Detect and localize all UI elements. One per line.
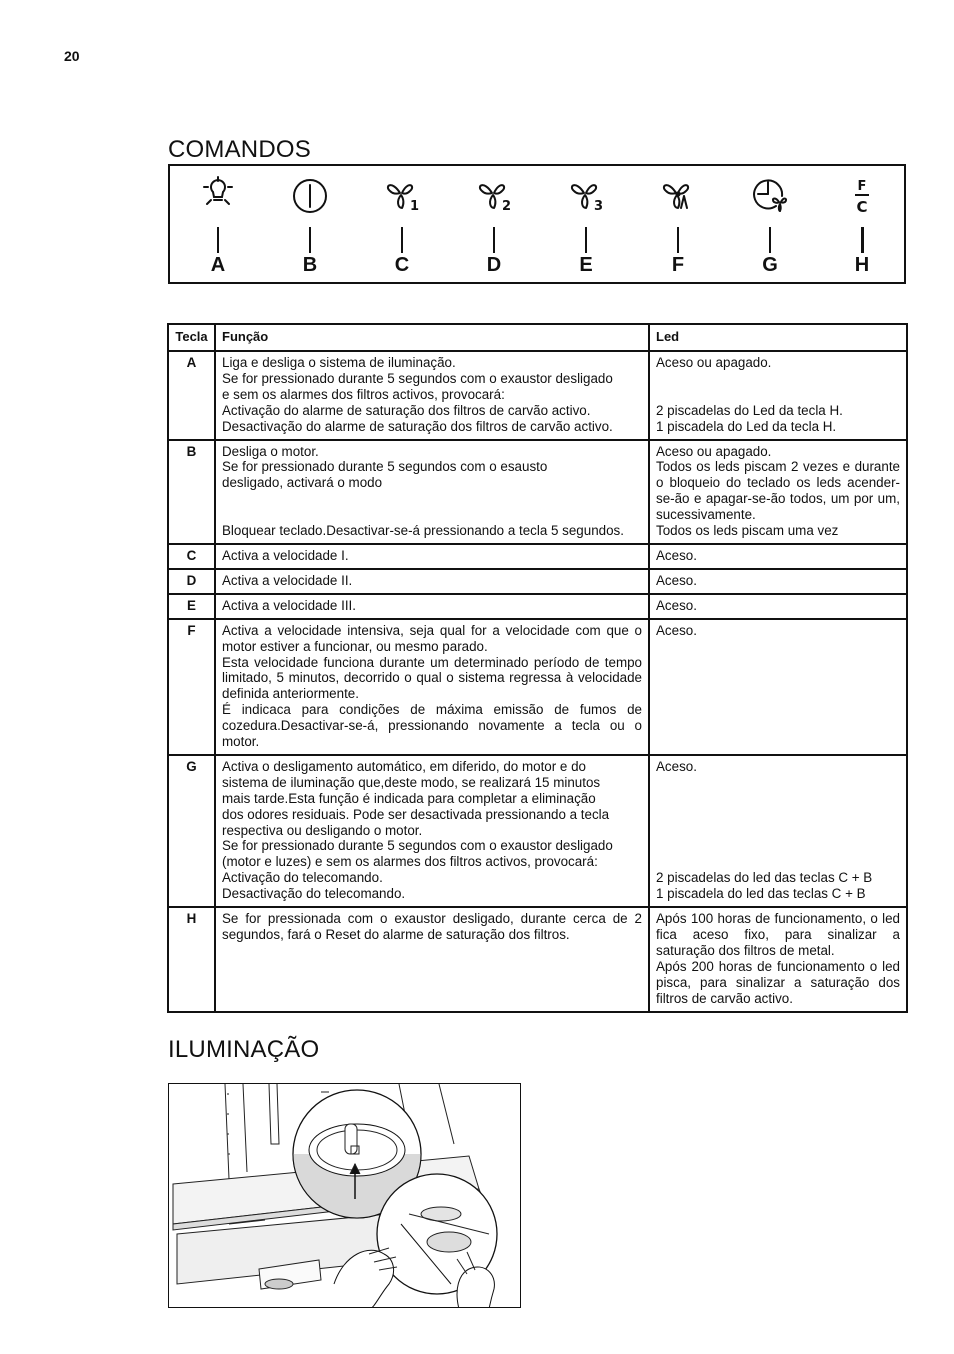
function-text: e sem os alarmes dos filtros activos, provocará: [222, 386, 505, 402]
row-function [215, 351, 649, 440]
function-text: Desactivação do alarme de saturação dos filtros de carvão activo. [222, 418, 613, 434]
function-text: (motor e luzes) e sem os alarmes dos filtros activos, provocará: [222, 854, 598, 870]
control-key-b [270, 166, 350, 282]
table-row [168, 619, 907, 755]
header-function: Função [215, 324, 649, 351]
control-key-h [822, 166, 902, 282]
row-key: C [168, 544, 215, 569]
fan-speed-2-icon [470, 174, 518, 222]
table-row [168, 351, 907, 440]
control-key-c [362, 166, 442, 282]
function-text: Desactivação do telecomando. [222, 886, 406, 902]
table-row [168, 544, 907, 569]
function-text: Se for pressionado durante 5 segundos com o exaustor desligado [222, 838, 613, 854]
key-letter: E [579, 254, 593, 276]
table-row [168, 569, 907, 594]
row-led: Aceso. [649, 544, 907, 569]
function-text: É indicaca para condições de máxima emissão de fumos de cozedura.Desactivar-se-á, pressionando novamente a tecla ou o motor. [222, 702, 642, 750]
control-key-a [178, 166, 258, 282]
key-tick [493, 227, 495, 253]
lighting-illustration [168, 1083, 521, 1308]
controls-panel [168, 164, 906, 284]
key-letter: F [671, 254, 685, 276]
row-function [215, 619, 649, 755]
row-function: Activa a velocidade III. [215, 594, 649, 619]
power-icon [286, 174, 334, 222]
table-row [168, 755, 907, 907]
led-text: Aceso ou apagado. [656, 355, 772, 370]
row-key: E [168, 594, 215, 619]
key-tick [861, 227, 864, 253]
key-tick [309, 227, 311, 253]
led-text: Todos os leds piscam uma vez [656, 523, 839, 539]
function-text: sistema de iluminação que,deste modo, se realizará 15 minutos [222, 774, 601, 790]
row-function: Activa a velocidade II. [215, 569, 649, 594]
row-led [649, 440, 907, 544]
key-tick [769, 227, 771, 253]
function-text: respectiva ou desligando o motor. [222, 822, 423, 838]
svg-text:F: F [857, 179, 867, 194]
light-bulb-icon [194, 174, 242, 222]
table-row [168, 440, 907, 544]
function-text: Activação do alarme de saturação dos filtros de carvão activo. [222, 402, 591, 418]
svg-text:1: 1 [410, 199, 420, 214]
function-text: dos odores residuais. Pode ser desactivada pressionando a tecla [222, 806, 610, 822]
row-led [649, 907, 907, 1011]
key-letter: D [486, 254, 502, 276]
row-function: Activa a velocidade I. [215, 544, 649, 569]
function-text: Bloquear teclado.Desactivar-se-á pressionando a tecla 5 segundos. [222, 523, 624, 539]
section-title-comandos: COMANDOS [168, 136, 311, 163]
control-key-e [546, 166, 626, 282]
function-text: Activa o desligamento automático, em diferido, do motor e do [222, 758, 586, 774]
row-function [215, 907, 649, 1011]
row-key: F [168, 619, 215, 755]
row-key: G [168, 755, 215, 907]
function-text: Desliga o motor. [222, 443, 319, 459]
fan-intensive-icon [654, 174, 702, 222]
led-text: Todos os leds piscam 2 vezes e durante o bloqueio do teclado os leds acender-se-ão e apagar-se-ão todos, um por um, sucessivamente. [656, 459, 900, 523]
svg-text:3: 3 [594, 199, 604, 214]
hood-lamp-replacement-drawing [169, 1084, 521, 1308]
page-number: 20 [64, 48, 80, 64]
row-led: Aceso. [649, 569, 907, 594]
led-text: 2 piscadelas do led das teclas C + B [656, 870, 873, 886]
header-led: Led [649, 324, 907, 351]
row-led [649, 755, 907, 907]
function-text: Esta velocidade funciona durante um determinado período de tempo limitado, 5 minutos, decorrido o qual o sistema regressa à velocidade definida anteriormente. [222, 654, 642, 702]
function-text: Liga e desliga o sistema de iluminação. [222, 355, 456, 370]
row-led: Aceso. [649, 619, 907, 755]
key-tick [585, 227, 587, 253]
key-tick [401, 227, 403, 253]
key-letter: A [210, 254, 226, 276]
function-text: desligado, activará o modo [222, 475, 383, 491]
key-letter: B [302, 254, 318, 276]
led-text: 2 piscadelas do Led da tecla H. [656, 402, 843, 418]
led-text: Após 200 horas de funcionamento o led pisca, para sinalizar a saturação dos filtros de carvão activo. [656, 958, 900, 1006]
functions-table [167, 323, 908, 1013]
key-tick [677, 227, 679, 253]
row-led [649, 351, 907, 440]
header-key: Tecla [168, 324, 215, 351]
control-key-f [638, 166, 718, 282]
row-key: H [168, 907, 215, 1011]
svg-text:C: C [856, 198, 868, 216]
table-row [168, 594, 907, 619]
function-text: Se for pressionado durante 5 segundos com o exaustor desligado [222, 370, 613, 386]
key-letter: G [762, 254, 778, 276]
led-text: 1 piscadela do led das teclas C + B [656, 886, 866, 902]
key-letter: C [394, 254, 410, 276]
function-text: mais tarde.Esta função é indicada para completar a eliminação [222, 790, 596, 806]
key-letter: H [854, 254, 870, 276]
function-text: Activa a velocidade intensiva, seja qual for a velocidade com que o motor estiver a funcionar, ou mesmo parado. [222, 622, 642, 654]
fan-speed-3-icon [562, 174, 610, 222]
led-text: Aceso. [656, 758, 697, 774]
control-key-d [454, 166, 534, 282]
row-led: Aceso. [649, 594, 907, 619]
fan-speed-1-icon [378, 174, 426, 222]
filter-reset-icon [838, 174, 886, 222]
row-function [215, 755, 649, 907]
row-key: B [168, 440, 215, 544]
row-key: D [168, 569, 215, 594]
svg-text:2: 2 [502, 199, 512, 214]
section-title-iluminacao: ILUMINAÇÃO [168, 1036, 320, 1063]
table-header-row [168, 324, 907, 351]
row-function [215, 440, 649, 544]
led-text: 1 piscadela do Led da tecla H. [656, 418, 837, 434]
control-key-g [730, 166, 810, 282]
function-text: Activação do telecomando. [222, 870, 383, 886]
table-row [168, 907, 907, 1011]
function-text: Se for pressionada com o exaustor desligado, durante cerca de 2 segundos, fará o Reset do alarme de saturação dos filtros. [222, 911, 642, 942]
row-key: A [168, 351, 215, 440]
timer-fan-icon [746, 174, 794, 222]
led-text: Após 100 horas de funcionamento, o led fica aceso fixo, para sinalizar a saturação dos filtros de metal. [656, 911, 900, 958]
function-text: Se for pressionado durante 5 segundos com o esausto [222, 459, 548, 475]
led-text: Aceso ou apagado. [656, 443, 772, 459]
key-tick [217, 227, 219, 253]
